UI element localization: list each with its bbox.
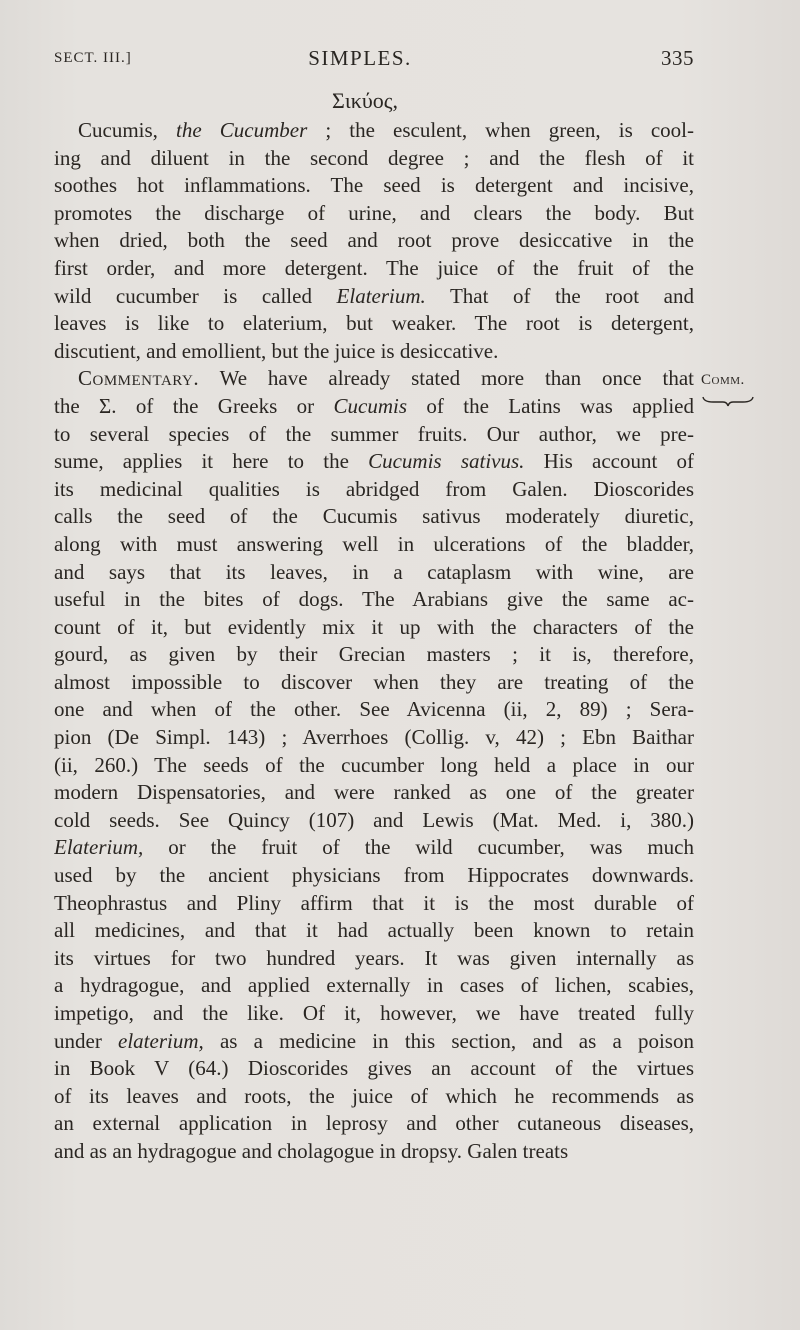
paragraph-definition — [54, 117, 694, 365]
text-run: to several species of the summer fruits. Our author, we pre- — [54, 421, 694, 446]
italic-text: Cucumis sativus. — [368, 449, 525, 474]
entry-title: Σικύος, — [332, 88, 398, 113]
text-run: pion (De Simpl. 143) ; Averrhoes (Collig. v, 42) ; Ebn Baithar — [54, 725, 694, 750]
text-line — [54, 752, 694, 780]
text-line — [54, 365, 694, 393]
text-run: ; the esculent, when green, is cool- — [307, 118, 694, 142]
text-line — [54, 1055, 694, 1083]
text-line — [54, 421, 694, 449]
text-line — [54, 696, 694, 724]
italic-text: Elaterium, — [54, 835, 144, 860]
text-line — [54, 145, 694, 173]
text-line — [54, 227, 694, 255]
text-line — [54, 972, 694, 1000]
text-run: its virtues for two hundred years. It was given internally as — [54, 945, 694, 970]
small-caps-text: Commentary. — [78, 366, 200, 391]
text-run: and says that its leaves, in a cataplasm with wine, are — [54, 559, 694, 584]
text-line — [54, 1000, 694, 1028]
running-header — [0, 46, 800, 72]
text-line — [54, 669, 694, 697]
text-run: count of it, but evidently mix it up with the characters of the — [54, 614, 694, 639]
text-run: Theophrastus and Pliny affirm that it is the most durable of — [54, 890, 694, 915]
text-run: soothes hot inflammations. The seed is detergent and incisive, — [54, 173, 694, 198]
text-line — [54, 614, 694, 642]
text-line — [54, 559, 694, 587]
text-line — [54, 862, 694, 890]
text-run: its medicinal qualities is abridged from Galen. Dioscorides — [54, 476, 694, 501]
text-line — [54, 310, 694, 338]
brace-icon — [701, 394, 755, 408]
text-run: in Book V (64.) Dioscorides gives an account of the virtues — [54, 1056, 694, 1081]
margin-note: Comm. — [701, 372, 745, 388]
text-line — [54, 917, 694, 945]
text-line — [54, 945, 694, 973]
text-run: first order, and more detergent. The juice of the fruit of the — [54, 255, 694, 280]
text-run: leaves is like to elaterium, but weaker. The root is detergent, — [54, 311, 694, 336]
text-line — [54, 586, 694, 614]
text-run: as a medicine in this section, and as a poison — [203, 1028, 694, 1053]
text-line — [54, 476, 694, 504]
text-line — [54, 503, 694, 531]
text-run: impetigo, and the like. Of it, however, we have treated fully — [54, 1001, 694, 1025]
text-line — [54, 283, 694, 311]
text-run: ing and diluent in the second degree ; and the flesh of it — [54, 145, 694, 170]
text-run: almost impossible to discover when they are treating of the — [54, 669, 694, 694]
text-run: modern Dispensatories, and were ranked as one of the greater — [54, 780, 694, 805]
text-line — [54, 1083, 694, 1111]
section-label: SECT. III.] — [54, 50, 132, 66]
text-line — [54, 172, 694, 200]
text-run: wild cucumber is called — [54, 283, 337, 308]
text-run: a hydragogue, and applied externally in cases of lichen, scabies, — [54, 973, 694, 998]
text-line — [54, 834, 694, 862]
text-line — [54, 807, 694, 835]
body-text — [54, 117, 694, 1166]
text-line — [54, 117, 694, 145]
text-run: the Σ. of the Greeks or — [54, 393, 334, 418]
text-run: of its leaves and roots, the juice of which he recommends as — [54, 1083, 694, 1108]
text-run: or the fruit of the wild cucumber, was much — [143, 835, 694, 860]
text-run: Cucumis, — [78, 118, 177, 142]
text-line — [54, 724, 694, 752]
text-run: of the Latins was applied — [407, 393, 694, 418]
text-run: all medicines, and that it had actually been known to retain — [54, 918, 694, 943]
text-run: one and when of the other. See Avicenna (ii, 2, 89) ; Sera- — [54, 697, 694, 722]
text-line — [54, 779, 694, 807]
italic-text: elaterium, — [118, 1028, 204, 1053]
text-run: His account of — [524, 449, 694, 474]
text-line — [54, 1028, 694, 1056]
italic-text: Elaterium. — [336, 283, 426, 308]
text-run: when dried, both the seed and root prove desiccative in the — [54, 228, 694, 253]
text-line — [54, 1110, 694, 1138]
text-line — [54, 393, 694, 421]
text-run: cold seeds. See Quincy (107) and Lewis (Mat. Med. i, 380.) — [54, 807, 694, 832]
text-line — [54, 890, 694, 918]
running-title: SIMPLES. — [308, 46, 412, 70]
text-run: We have already stated more than once that — [199, 366, 694, 391]
text-run: and as an hydragogue and cholagogue in dropsy. Galen treats — [54, 1138, 569, 1163]
text-run: along with must answering well in ulcerations of the bladder, — [54, 531, 694, 556]
text-line — [54, 255, 694, 283]
italic-text: Cucumis — [333, 393, 408, 418]
text-line — [54, 1138, 694, 1166]
text-run: calls the seed of the Cucumis sativus moderately diuretic, — [54, 504, 694, 529]
paragraph-commentary — [54, 365, 694, 1165]
text-run: an external application in leprosy and other cutaneous diseases, — [54, 1111, 694, 1136]
text-line — [54, 641, 694, 669]
text-line — [54, 448, 694, 476]
page-number: 335 — [661, 46, 694, 70]
text-run: under — [54, 1028, 119, 1053]
text-line — [54, 338, 694, 366]
italic-text: the Cucumber — [176, 118, 308, 142]
text-run: sume, applies it here to the — [54, 449, 369, 474]
text-run: used by the ancient physicians from Hippocrates downwards. — [54, 863, 694, 888]
text-run: discutient, and emollient, but the juice is desiccative. — [54, 338, 499, 363]
text-run: That of the root and — [425, 283, 694, 308]
text-line — [54, 531, 694, 559]
text-run: (ii, 260.) The seeds of the cucumber long held a place in our — [54, 752, 694, 777]
text-run: promotes the discharge of urine, and clears the body. But — [54, 200, 694, 225]
text-run: gourd, as given by their Grecian masters ; it is, therefore, — [54, 642, 694, 667]
text-run: useful in the bites of dogs. The Arabians give the same ac- — [54, 587, 694, 612]
text-line — [54, 200, 694, 228]
